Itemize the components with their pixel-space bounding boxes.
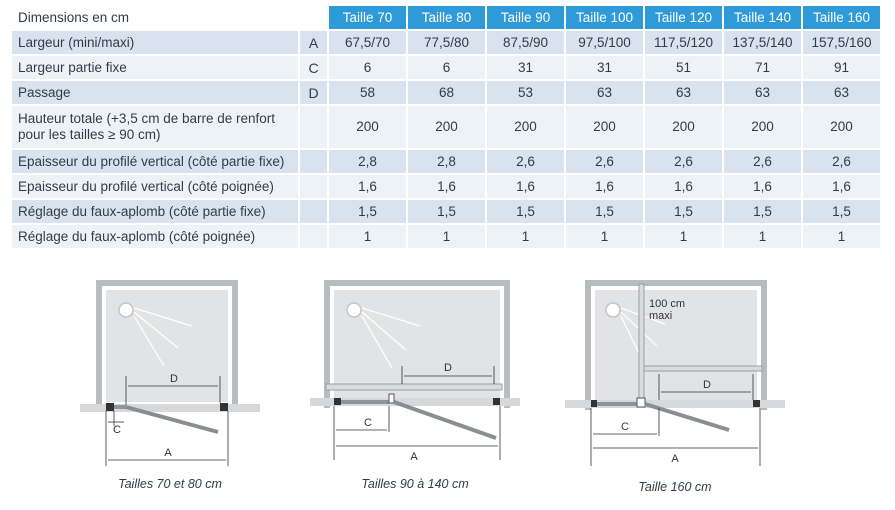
caption-90-140: Tailles 90 à 140 cm <box>361 477 469 491</box>
row-label <box>12 106 298 148</box>
table-cell: 1 <box>408 225 485 248</box>
label-d: D <box>170 373 178 385</box>
note-line1: 100 cm <box>649 298 686 310</box>
table-cell: 2,6 <box>566 150 643 173</box>
row-code <box>300 225 327 248</box>
code-header-blank <box>300 6 327 29</box>
label-d: D <box>444 362 452 374</box>
table-cell: 31 <box>566 56 643 79</box>
size-header-80: Taille 80 <box>408 6 485 29</box>
table-row-profile-fixe <box>12 150 880 173</box>
table-cell: 1 <box>566 225 643 248</box>
table-cell: 200 <box>803 106 880 148</box>
table-cell: 137,5/140 <box>724 31 801 54</box>
row-label: Largeur (mini/maxi) <box>12 31 298 54</box>
row-label: Largeur partie fixe <box>12 56 298 79</box>
table-cell: 2,6 <box>724 150 801 173</box>
label-a: A <box>410 451 418 463</box>
size-header-160: Taille 160 <box>803 6 880 29</box>
shower-head-icon <box>119 303 133 317</box>
caption-70-80: Tailles 70 et 80 cm <box>118 477 222 491</box>
table-row-partie-fixe <box>12 56 880 79</box>
reinforcement-bar <box>326 384 502 390</box>
table-cell: 53 <box>487 81 564 104</box>
label-c: C <box>113 424 121 436</box>
table-cell: 1,5 <box>566 200 643 223</box>
table-cell: 1,6 <box>724 175 801 198</box>
table-cell: 1,5 <box>645 200 722 223</box>
horizontal-reinforcement-bar <box>644 366 762 371</box>
table-cell: 63 <box>566 81 643 104</box>
table-cell: 1,6 <box>645 175 722 198</box>
table-cell: 1,6 <box>329 175 406 198</box>
table-cell: 1,6 <box>408 175 485 198</box>
row-label: Epaisseur du profilé vertical (côté poignée) <box>12 175 298 198</box>
table-cell: 2,6 <box>645 150 722 173</box>
table-cell: 1,5 <box>408 200 485 223</box>
diagram-160 <box>565 270 785 470</box>
table-cell: 200 <box>724 106 801 148</box>
table-row-passage <box>12 81 880 104</box>
table-cell: 157,5/160 <box>803 31 880 54</box>
table-cell: 6 <box>329 56 406 79</box>
table-cell: 2,6 <box>803 150 880 173</box>
table-cell: 68 <box>408 81 485 104</box>
table-cell: 31 <box>487 56 564 79</box>
row-label: Epaisseur du profilé vertical (côté partie fixe) <box>12 150 298 173</box>
size-header-100: Taille 100 <box>566 6 643 29</box>
table-cell: 2,8 <box>329 150 406 173</box>
row-code <box>300 175 327 198</box>
table-cell: 1,6 <box>803 175 880 198</box>
diagram-90-140 <box>310 270 520 470</box>
profile-left <box>591 400 597 407</box>
table-cell: 200 <box>645 106 722 148</box>
label-c: C <box>621 421 629 433</box>
table-cell: 63 <box>803 81 880 104</box>
table-cell: 67,5/70 <box>329 31 406 54</box>
table-cell: 200 <box>408 106 485 148</box>
table-row-largeur <box>12 31 880 54</box>
table-cell: 87,5/90 <box>487 31 564 54</box>
row-code <box>300 200 327 223</box>
row-label-line1: Hauteur totale (+3,5 cm de barre de renfort <box>18 111 276 126</box>
row-label: Réglage du faux-aplomb (côté poignée) <box>12 225 298 248</box>
label-a: A <box>671 453 679 465</box>
dimensions-corner-label: Dimensions en cm <box>18 10 130 25</box>
table-cell: 1,5 <box>487 200 564 223</box>
fixed-panel <box>341 400 389 404</box>
label-d: D <box>703 379 711 391</box>
table-cell: 1,6 <box>566 175 643 198</box>
table-cell: 97,5/100 <box>566 31 643 54</box>
profile-left <box>106 403 114 411</box>
table-cell: 200 <box>566 106 643 148</box>
table-cell: 1,5 <box>724 200 801 223</box>
shower-head-icon <box>347 303 361 317</box>
table-cell: 200 <box>487 106 564 148</box>
row-label-line2: pour les tailles ≥ 90 cm) <box>18 127 161 142</box>
row-code: A <box>300 31 327 54</box>
table-header-row <box>12 6 880 29</box>
diagram-70-80 <box>80 270 260 470</box>
table-cell: 1 <box>645 225 722 248</box>
row-label: Passage <box>12 81 298 104</box>
profile-right <box>753 400 760 407</box>
row-label: Réglage du faux-aplomb (côté partie fixe) <box>12 200 298 223</box>
label-a: A <box>164 447 172 459</box>
table-cell: 51 <box>645 56 722 79</box>
fixed-panel <box>114 405 126 409</box>
profile-right <box>220 403 228 411</box>
table-cell: 1 <box>803 225 880 248</box>
table-cell: 58 <box>329 81 406 104</box>
hinge <box>637 398 645 407</box>
table-cell: 2,6 <box>487 150 564 173</box>
note-line2: maxi <box>649 310 673 322</box>
table-cell: 117,5/120 <box>645 31 722 54</box>
dimensions-table <box>10 4 882 250</box>
table-cell: 77,5/80 <box>408 31 485 54</box>
table-cell: 63 <box>645 81 722 104</box>
vertical-reinforcement-bar <box>639 284 644 402</box>
table-cell: 1,6 <box>487 175 564 198</box>
table-cell: 200 <box>329 106 406 148</box>
size-header-70: Taille 70 <box>329 6 406 29</box>
profile-right <box>493 398 500 405</box>
label-c: C <box>364 417 372 429</box>
row-code: C <box>300 56 327 79</box>
table-cell: 6 <box>408 56 485 79</box>
row-code <box>300 150 327 173</box>
table-cell: 91 <box>803 56 880 79</box>
table-row-hauteur <box>12 106 880 148</box>
table-cell: 2,8 <box>408 150 485 173</box>
row-code: D <box>300 81 327 104</box>
table-cell: 71 <box>724 56 801 79</box>
table-row-reglage-fixe <box>12 200 880 223</box>
fixed-panel <box>597 402 637 406</box>
shower-head-icon <box>606 303 620 317</box>
table-cell: 1,5 <box>803 200 880 223</box>
table-row-profile-poignee <box>12 175 880 198</box>
table-cell: 1,5 <box>329 200 406 223</box>
size-header-90: Taille 90 <box>487 6 564 29</box>
table-cell: 1 <box>329 225 406 248</box>
size-header-120: Taille 120 <box>645 6 722 29</box>
caption-160: Taille 160 cm <box>638 480 712 494</box>
table-cell: 63 <box>724 81 801 104</box>
row-code <box>300 106 327 148</box>
table-cell: 1 <box>487 225 564 248</box>
size-header-140: Taille 140 <box>724 6 801 29</box>
table-row-reglage-poignee <box>12 225 880 248</box>
hinge <box>389 394 394 403</box>
table-cell: 1 <box>724 225 801 248</box>
profile-left <box>334 398 341 405</box>
